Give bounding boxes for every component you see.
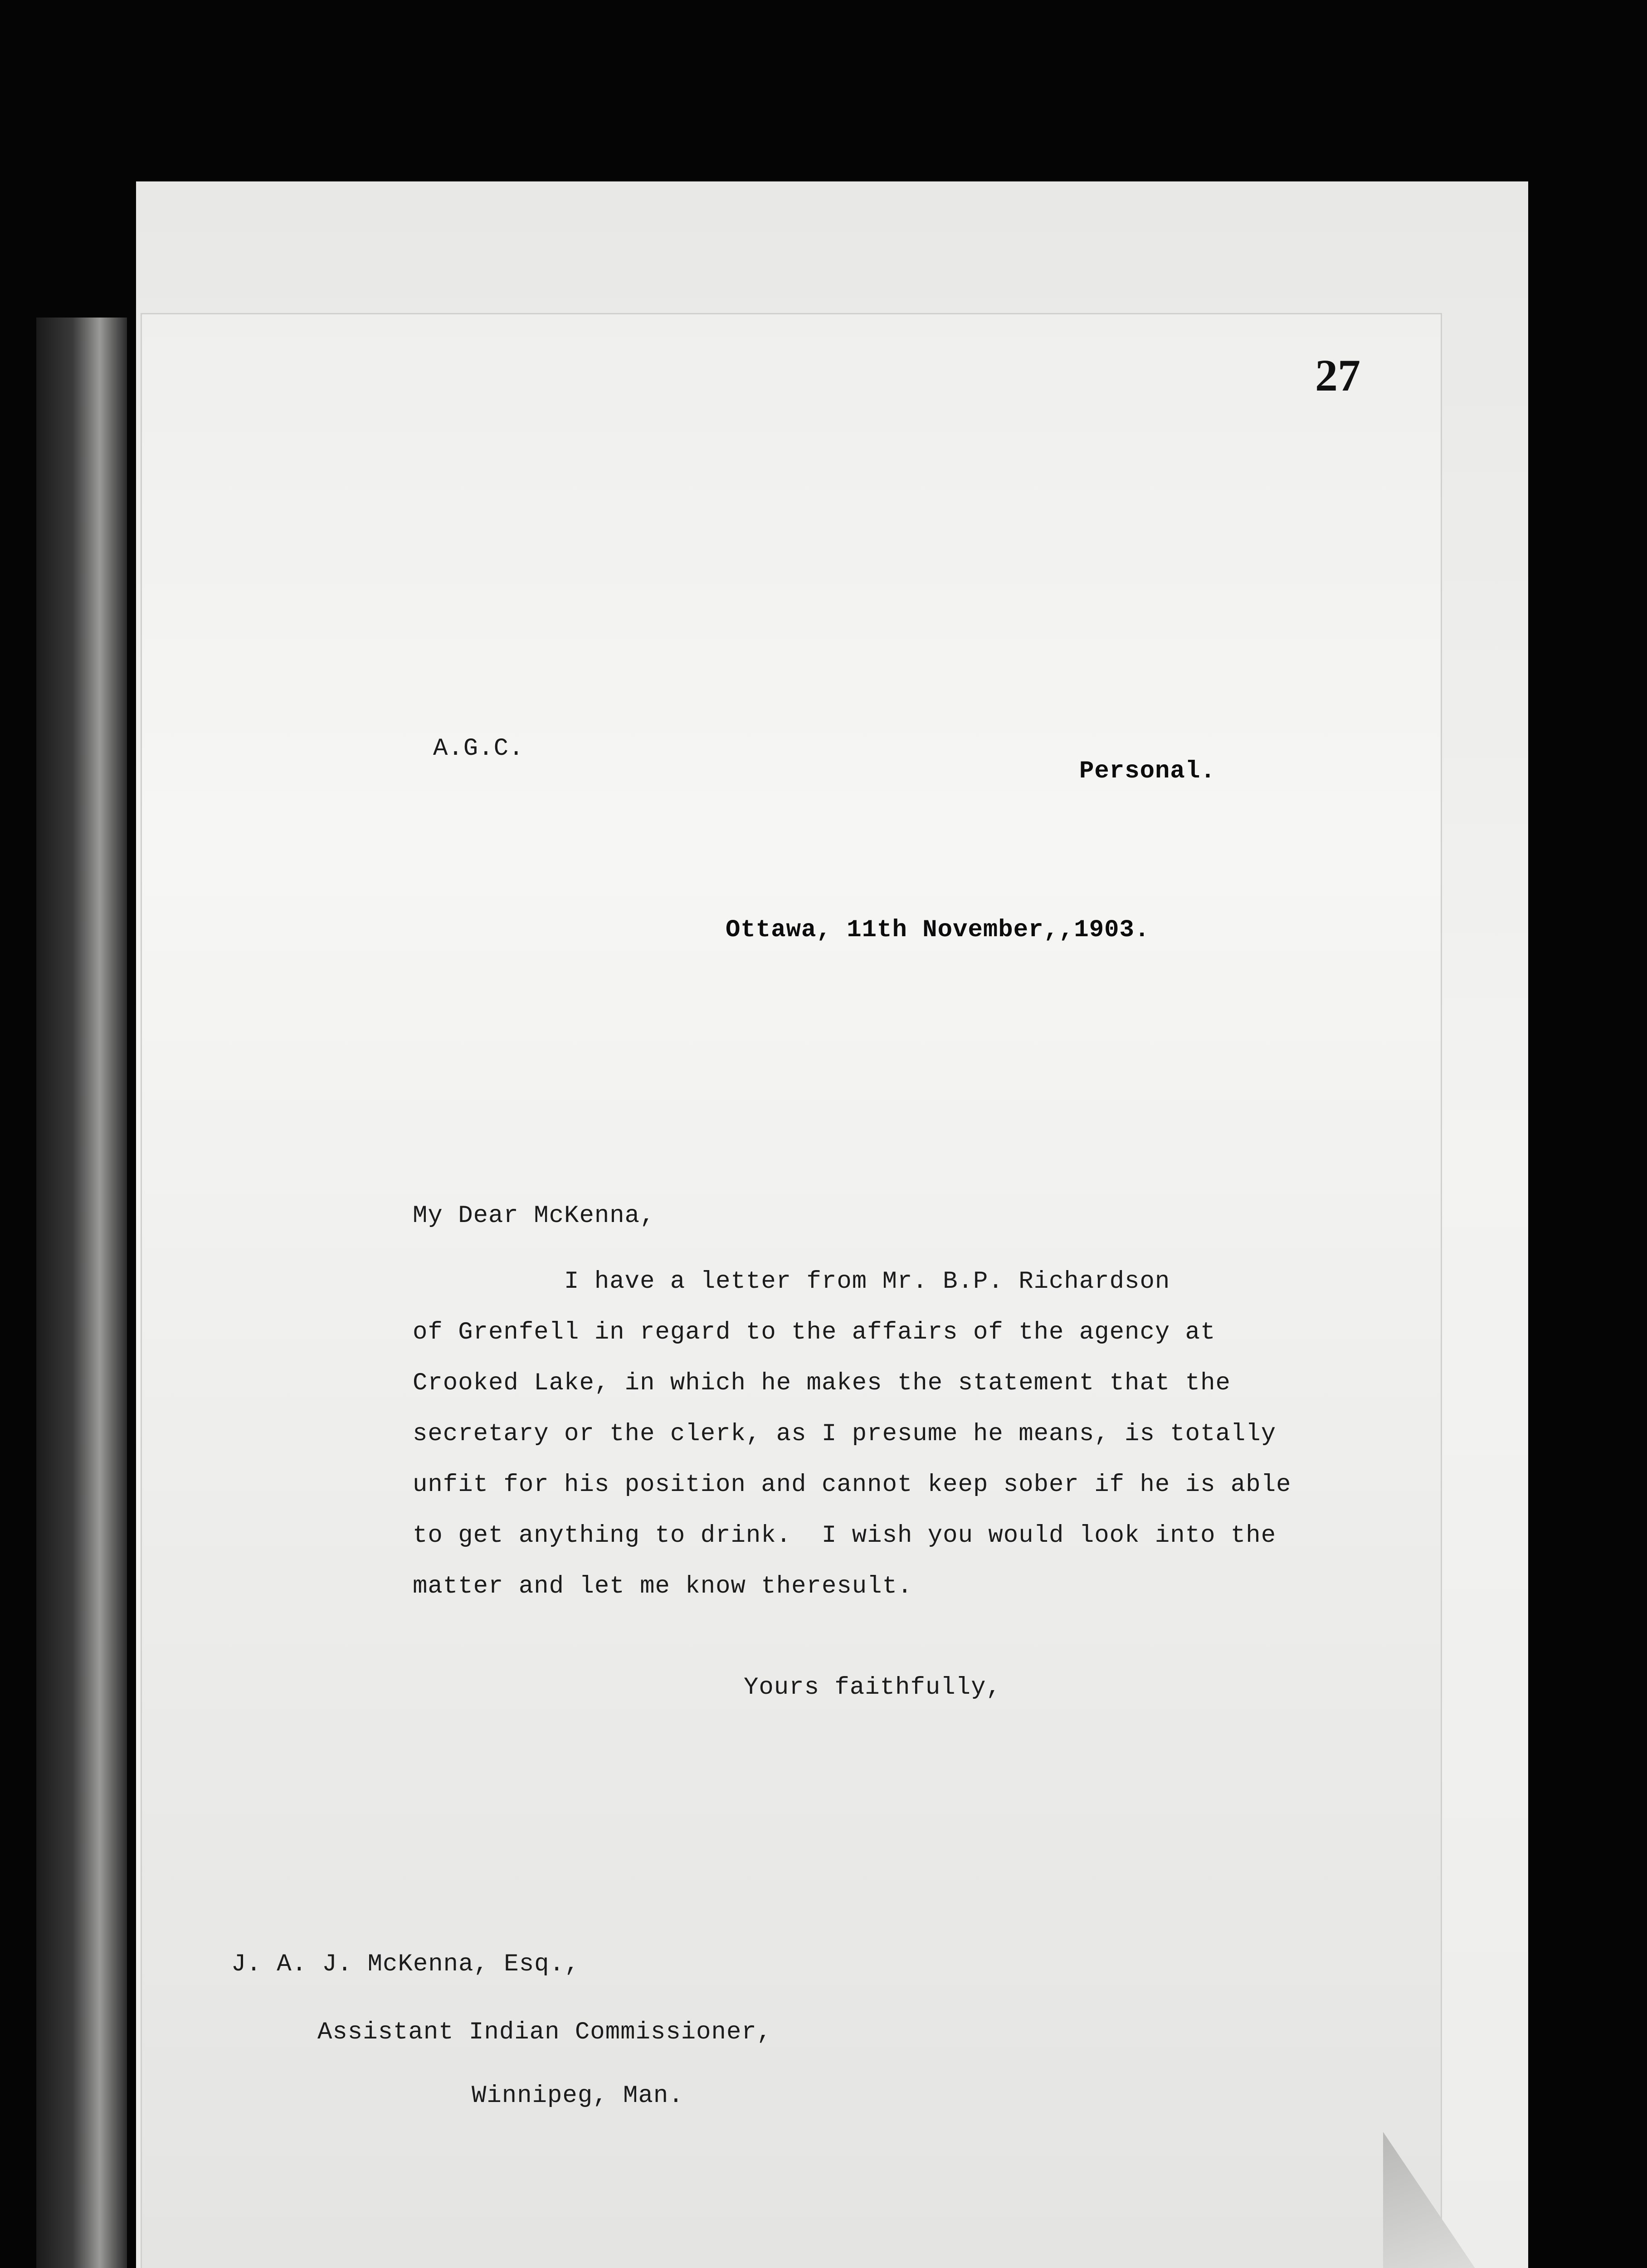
personal-marking: Personal. xyxy=(1079,758,1216,785)
body-line: secretary or the clerk, as I presume he means, is totally xyxy=(413,1420,1277,1448)
body-line: unfit for his position and cannot keep sober if he is able xyxy=(413,1471,1291,1499)
addressee-title: Assistant Indian Commissioner, xyxy=(317,2019,772,2046)
salutation: My Dear McKenna, xyxy=(413,1202,655,1230)
body-line: matter and let me know theresult. xyxy=(413,1573,913,1600)
body-line: Crooked Lake, in which he makes the statement that the xyxy=(413,1369,1231,1397)
dateline: Ottawa, 11th November,,1903. xyxy=(726,916,1150,944)
addressee-name: J. A. J. McKenna, Esq., xyxy=(231,1950,580,1978)
left-edge-strip xyxy=(36,318,127,2268)
letter-body xyxy=(413,1256,1410,1612)
body-line: to get anything to drink. I wish you would look into the xyxy=(413,1522,1277,1549)
body-line: I have a letter from Mr. B.P. Richardson xyxy=(413,1268,1170,1295)
closing: Yours faithfully, xyxy=(744,1674,1001,1701)
page-number: 27 xyxy=(1315,350,1360,401)
addressee-place: Winnipeg, Man. xyxy=(472,2082,684,2110)
body-line: of Grenfell in regard to the affairs of the agency at xyxy=(413,1319,1216,1346)
reference-initials: A.G.C. xyxy=(433,735,524,763)
